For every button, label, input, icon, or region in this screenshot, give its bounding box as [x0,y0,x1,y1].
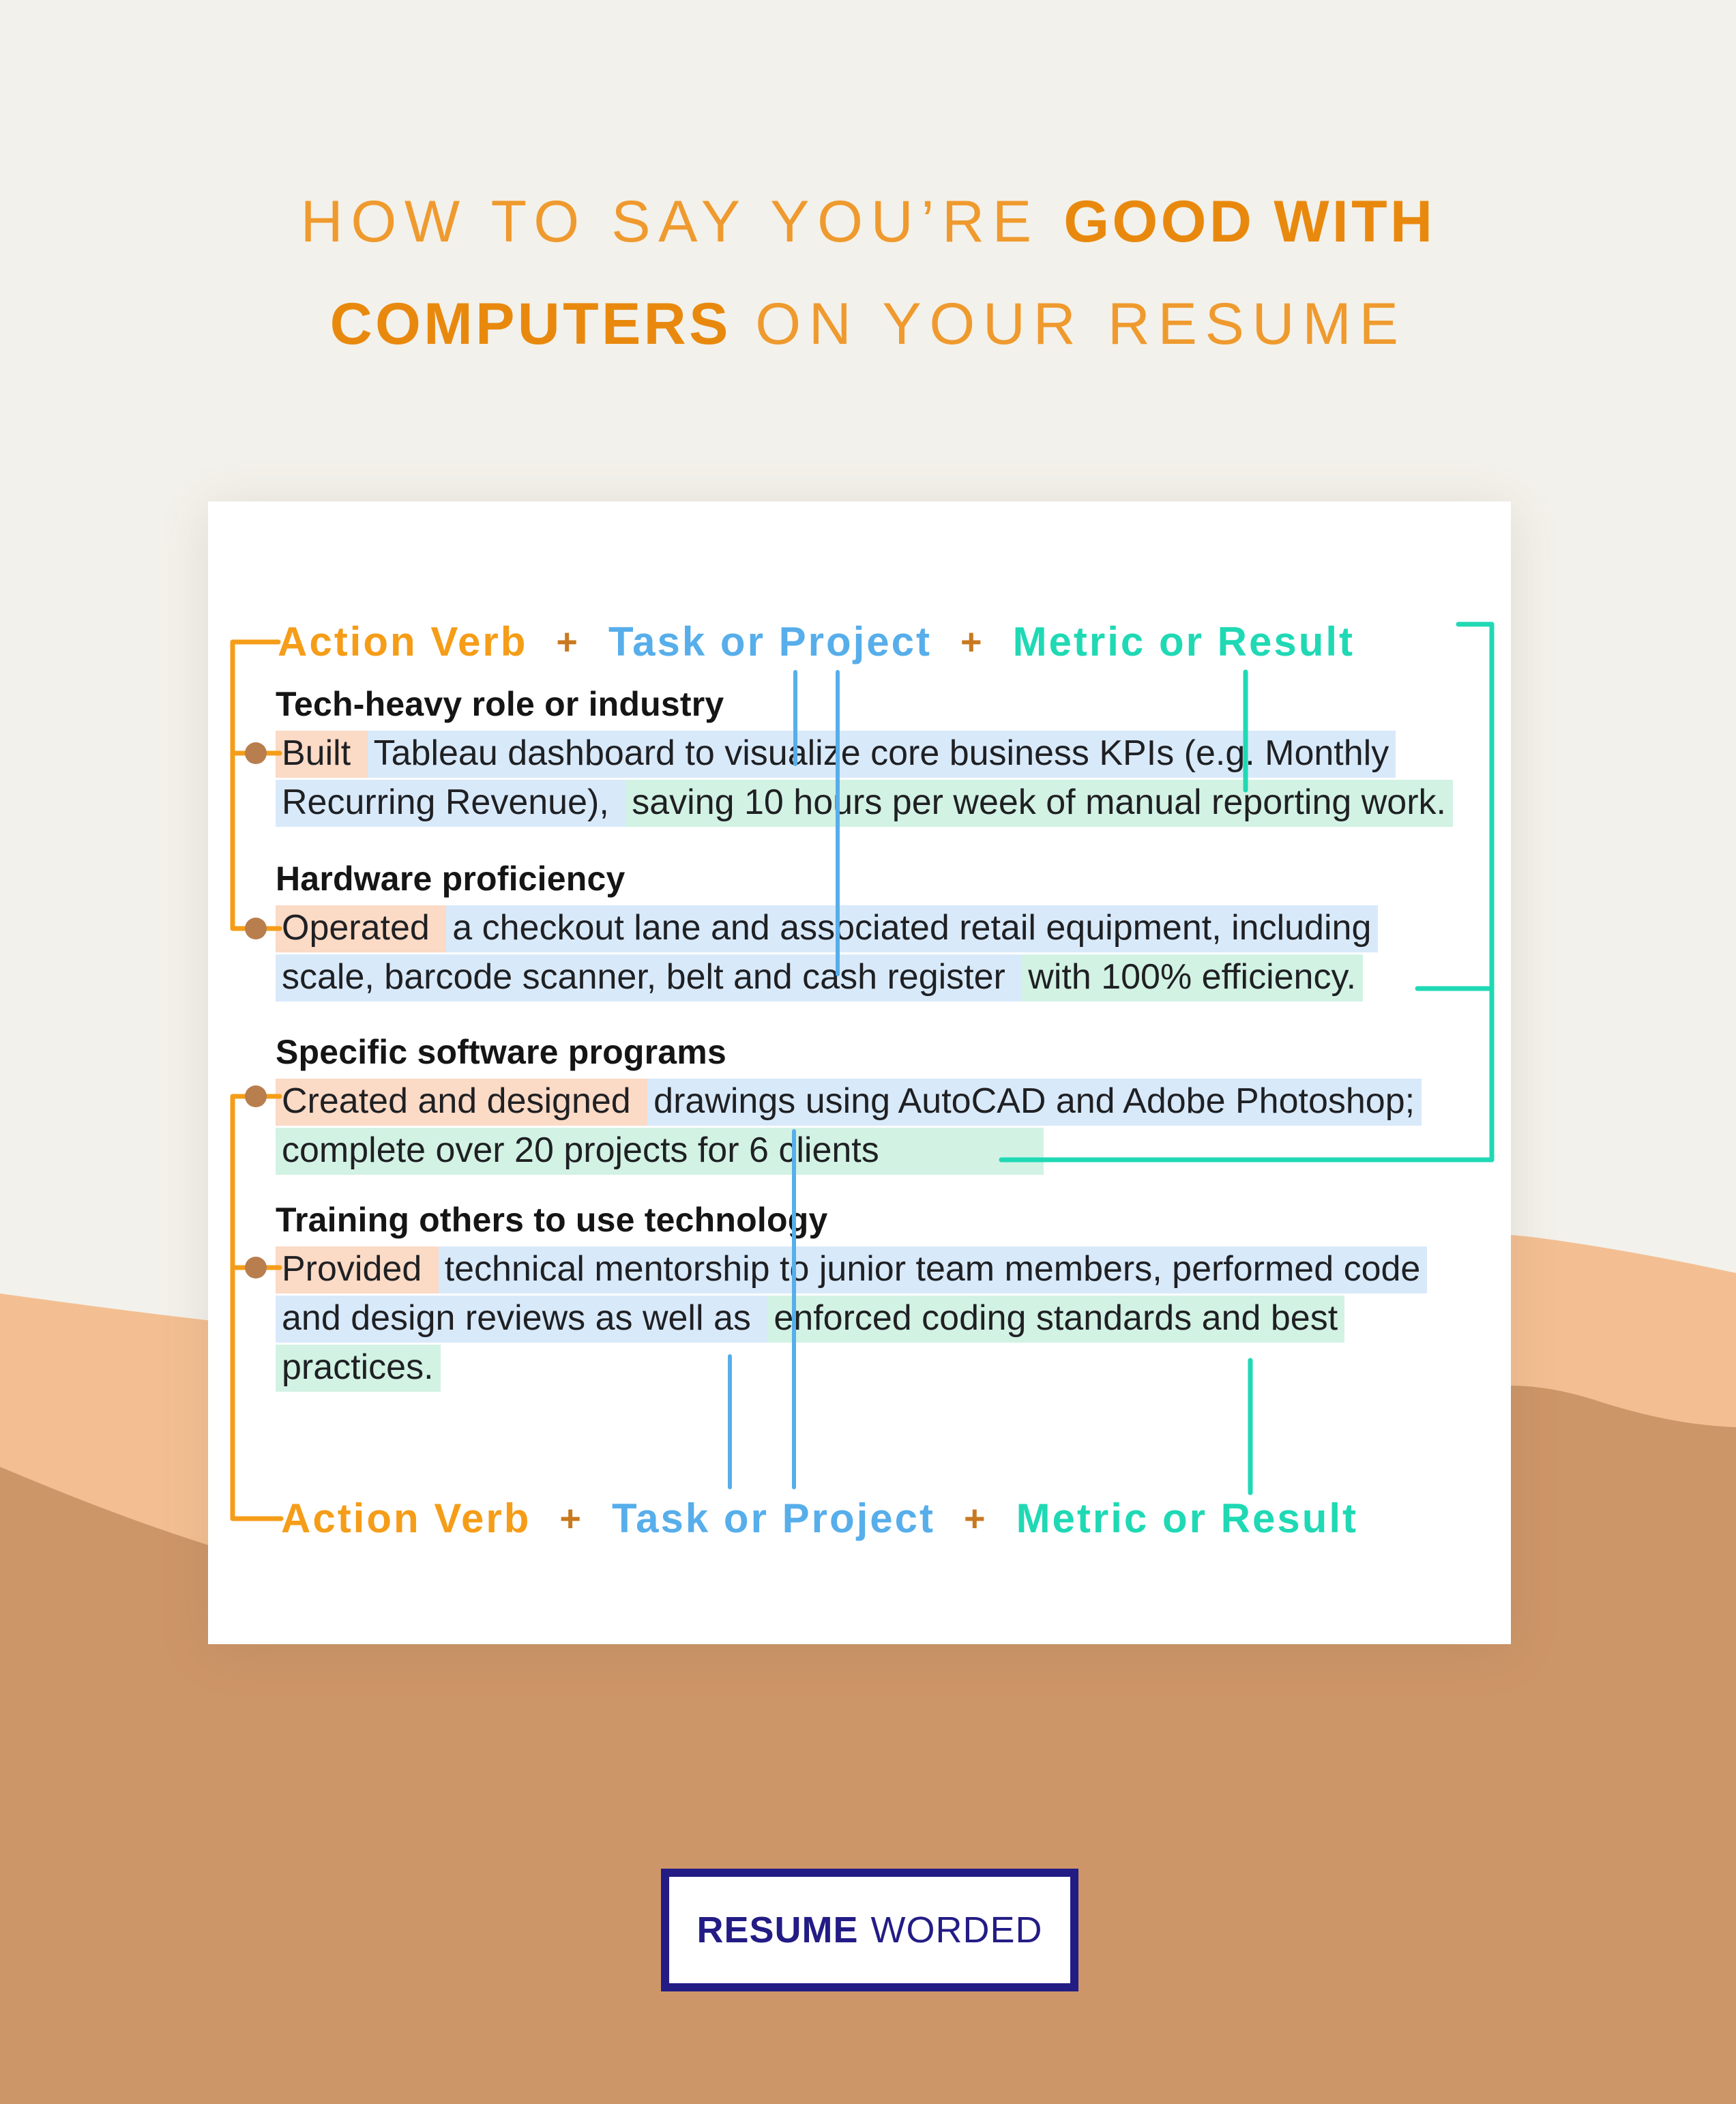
section-heading: Training others to use technology [276,1201,828,1239]
highlight-mint-segment: saving 10 hours per week of manual reporting work. [626,780,1453,827]
formula-plus-icon: + [964,1498,988,1539]
bullet-line [276,729,1453,778]
highlight-mint-segment: practices. [276,1345,441,1392]
highlight-blue-segment: and design reviews as well as [276,1296,767,1343]
highlight-mint-segment: with 100% efficiency. [1022,954,1363,1002]
highlight-peach-segment: Operated [276,905,446,952]
formula-task-or-project: Task or Project [608,619,932,664]
title-regular-segment: ON YOUR RESUME [731,291,1407,357]
highlight-blue-segment: a checkout lane and associated retail equipment, including [446,905,1378,952]
bullet-line [276,1294,1427,1343]
highlight-peach-segment: Created and designed [276,1079,647,1126]
bullet-line [276,952,1378,1002]
logo-text-resume: RESUME [696,1910,859,1950]
formula-action-verb: Action Verb [281,1495,531,1541]
title-bold-segment: COMPUTERS [329,291,731,357]
formula-metric-or-result: Metric or Result [1012,619,1355,664]
highlight-blue-segment: scale, barcode scanner, belt and cash register [276,954,1022,1002]
resume-tip-section [276,1199,1427,1392]
resume-worded-logo [661,1869,1078,1991]
bullet-line [276,1126,1422,1175]
bullet-line [276,1077,1422,1126]
highlight-blue-segment: Recurring Revenue), [276,780,626,827]
section-heading: Tech-heavy role or industry [276,685,724,723]
highlight-blue-segment: technical mentorship to junior team members, performed code [439,1246,1428,1294]
highlight-mint-segment: complete over 20 projects for 6 clients [276,1128,1044,1175]
section-heading: Specific software programs [276,1033,726,1071]
highlight-peach-segment: Provided [276,1246,439,1294]
formula-task-or-project: Task or Project [611,1495,936,1541]
resume-tip-section [276,684,1453,827]
highlight-blue-segment: drawings using AutoCAD and Adobe Photoshop; [647,1079,1422,1126]
resume-tip-section [276,858,1378,1002]
title-regular-segment: HOW TO SAY YOU’RE [300,189,1064,254]
formula-action-verb: Action Verb [278,619,528,664]
formula-plus-icon: + [960,622,984,662]
formula-row-bottom [281,1494,1358,1543]
formula-metric-or-result: Metric or Result [1016,1495,1358,1541]
bullet-line [276,1343,1427,1392]
logo-text-worded: WORDED [870,1910,1043,1950]
title-bold-segment: GOOD WITH [1063,189,1436,254]
highlight-peach-segment: Built [276,731,368,778]
highlight-mint-segment: enforced coding standards and best [767,1296,1344,1343]
formula-row-top [278,617,1355,667]
resume-tip-section [276,1032,1422,1175]
highlight-blue-segment: Tableau dashboard to visualize core business KPIs (e.g. Monthly [368,731,1396,778]
formula-plus-icon: + [559,1498,583,1539]
formula-plus-icon: + [556,622,580,662]
section-heading: Hardware proficiency [276,860,626,898]
bullet-line [276,778,1453,827]
bullet-line [276,1244,1427,1294]
bullet-line [276,903,1378,952]
